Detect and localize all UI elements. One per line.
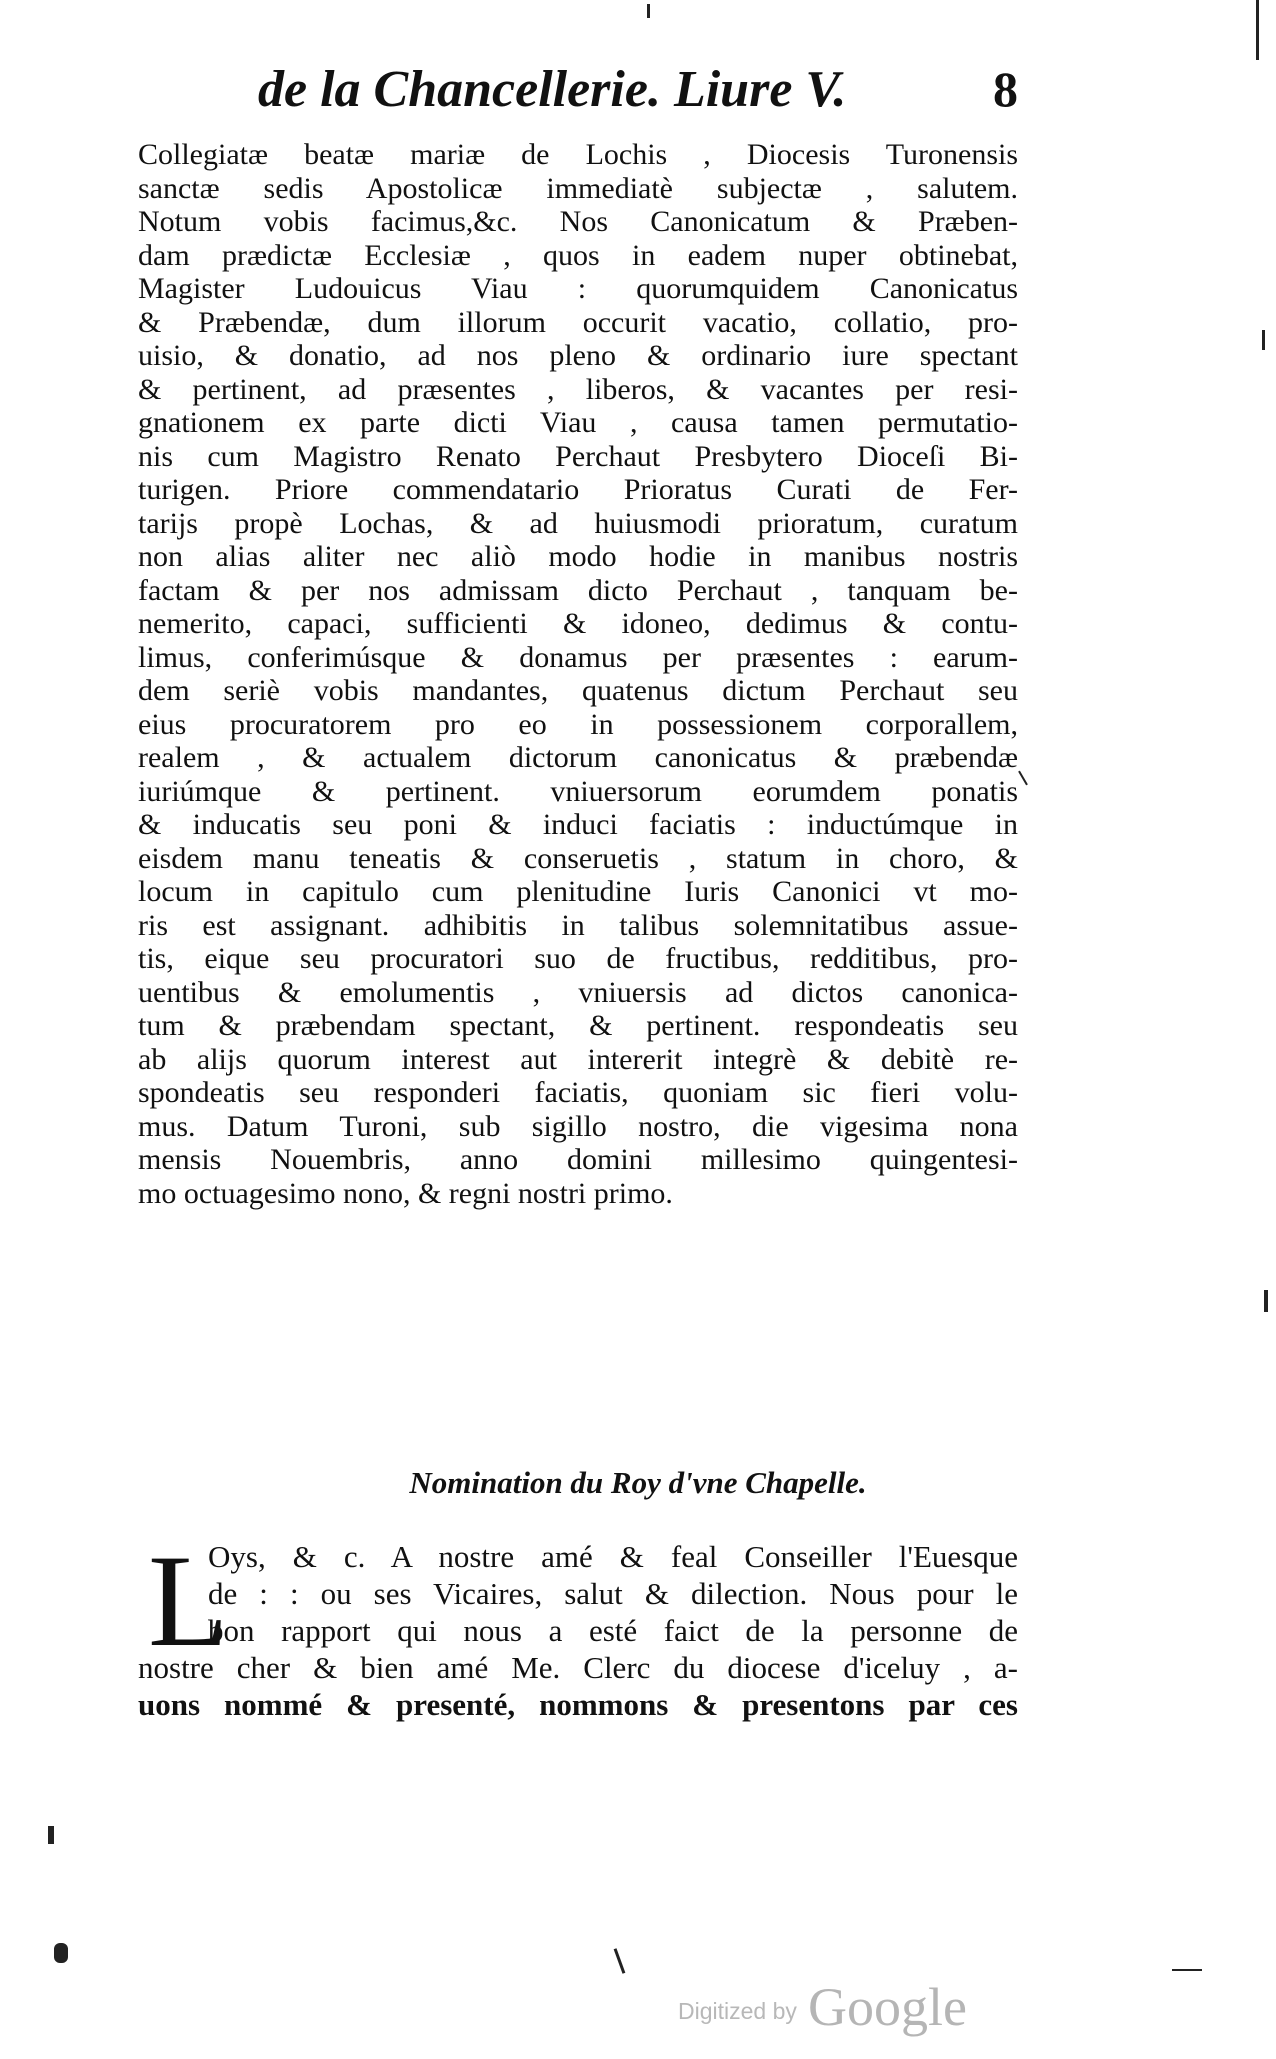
text-line: locum in capitulo cum plenitudine Iuris Canonici vt mo- <box>138 875 1018 908</box>
text-line: spondeatis seu responderi faciatis, quoniam sic fieri volu- <box>138 1076 1018 1109</box>
text-line: gnationem ex parte dicti Viau , causa tamen permutatio- <box>138 406 1018 439</box>
watermark-prefix: Digitized by <box>678 1998 797 2024</box>
text-line: tum & præbendam spectant, & pertinent. respondeatis seu <box>138 1009 1018 1042</box>
text-line: limus, conferimúsque & donamus per præsentes : earum- <box>138 640 1018 674</box>
text-line: factam & per nos admissam dicto Perchaut , tanquam be- <box>138 573 1018 607</box>
text-line: Oys, & c. A nostre amé & feal Conseiller l'Euesque <box>208 1539 1018 1574</box>
text-line: tis, eique seu procuratori suo de fructibus, redditibus, pro- <box>138 942 1018 975</box>
scan-mark-right-2 <box>1264 1290 1268 1312</box>
text-line: dem seriè vobis mandantes, quatenus dictum Perchaut seu <box>138 674 1018 707</box>
text-line: iuriúmque & pertinent. vniuersorum eorumdem ponatis <box>138 774 1018 808</box>
text-line: uisio, & donatio, ad nos pleno & ordinario iure spectant <box>138 339 1018 372</box>
scan-mark-right-1 <box>1262 330 1265 350</box>
text-line: Magister Ludouicus Viau : quorumquidem Canonicatus <box>138 272 1018 305</box>
scan-mark-bottom-center <box>614 1948 626 1973</box>
text-line-last: mo octuagesimo nono, & regni nostri primo. <box>138 1176 673 1210</box>
text-line: ris est assignant. adhibitis in talibus solemnitatibus assue- <box>138 908 1018 942</box>
text-line: nis cum Magistro Renato Perchaut Presbytero Dioceſi Bi- <box>138 439 1018 473</box>
text-line: & inducatis seu poni & induci faciatis : inductúmque in <box>138 808 1018 841</box>
text-line: realem , & actualem dictorum canonicatus & præbendæ <box>138 741 1018 774</box>
text-line: turigen. Priore commendatario Prioratus Curati de Fer- <box>138 473 1018 506</box>
french-letter-text <box>138 1527 1018 1758</box>
text-line: de : : ou ses Vicaires, salut & dilection. Nous pour le <box>208 1576 1018 1611</box>
text-line: eius procuratorem pro eo in possessionem corporallem, <box>138 707 1018 741</box>
text-line: ab alijs quorum interest aut intererit integrè & debitè re- <box>138 1042 1018 1076</box>
scan-mark-margin-right <box>1018 771 1028 786</box>
text-line: sanctæ sedis Apostolicæ immediatè subjectæ , salutem. <box>138 171 1018 205</box>
text-line: non alias aliter nec aliò modo hodie in manibus nostris <box>138 540 1018 573</box>
latin-letter-text <box>138 138 1018 1210</box>
text-line: Notum vobis facimus,&c. Nos Canonicatum & Præben- <box>138 205 1018 238</box>
scan-mark-top-right <box>1256 0 1259 60</box>
text-line: Collegiatæ beatæ mariæ de Lochis , Diocesis Turonensis <box>138 138 1018 171</box>
text-line: bon rapport qui nous a esté faict de la personne de <box>208 1613 1018 1648</box>
digitized-watermark <box>678 1976 967 2038</box>
text-line: uentibus & emolumentis , vniuersis ad dictos canonica- <box>138 975 1018 1009</box>
text-line: uons nommé & presenté, nommons & presentons par ces <box>138 1687 1018 1722</box>
page-number: 8 <box>993 61 1018 117</box>
text-line: eisdem manu teneatis & conseruetis , statum in choro, & <box>138 841 1018 875</box>
section-heading: Nomination du Roy d'vne Chapelle. <box>409 1465 867 1500</box>
text-line: tarijs propè Lochas, & ad huiusmodi prioratum, curatum <box>138 506 1018 540</box>
watermark-brand-logo: Google <box>807 1977 967 2037</box>
text-line: mensis Nouembris, anno domini millesimo quingentesi- <box>138 1143 1018 1176</box>
running-header <box>258 60 1018 130</box>
scan-mark-left-1 <box>48 1826 54 1844</box>
drop-cap: L <box>148 1527 229 1674</box>
text-line: & Præbendæ, dum illorum occurit vacatio, collatio, pro- <box>138 305 1018 339</box>
running-title: de la Chancellerie. Liure V. <box>258 61 847 118</box>
text-line: mus. Datum Turoni, sub sigillo nostro, die vigesima nona <box>138 1109 1018 1143</box>
scan-mark-bottom-right <box>1172 1969 1202 1971</box>
text-line: nostre cher & bien amé Me. Clerc du diocese d'iceluy , a- <box>138 1650 1018 1685</box>
scan-mark-top <box>647 4 650 18</box>
text-line: dam prædictæ Ecclesiæ , quos in eadem nuper obtinebat, <box>138 238 1018 272</box>
text-line: & pertinent, ad præsentes , liberos, & vacantes per resi- <box>138 372 1018 406</box>
text-line: nemerito, capaci, sufficienti & idoneo, dedimus & contu- <box>138 607 1018 640</box>
scan-mark-left-2 <box>54 1943 68 1963</box>
